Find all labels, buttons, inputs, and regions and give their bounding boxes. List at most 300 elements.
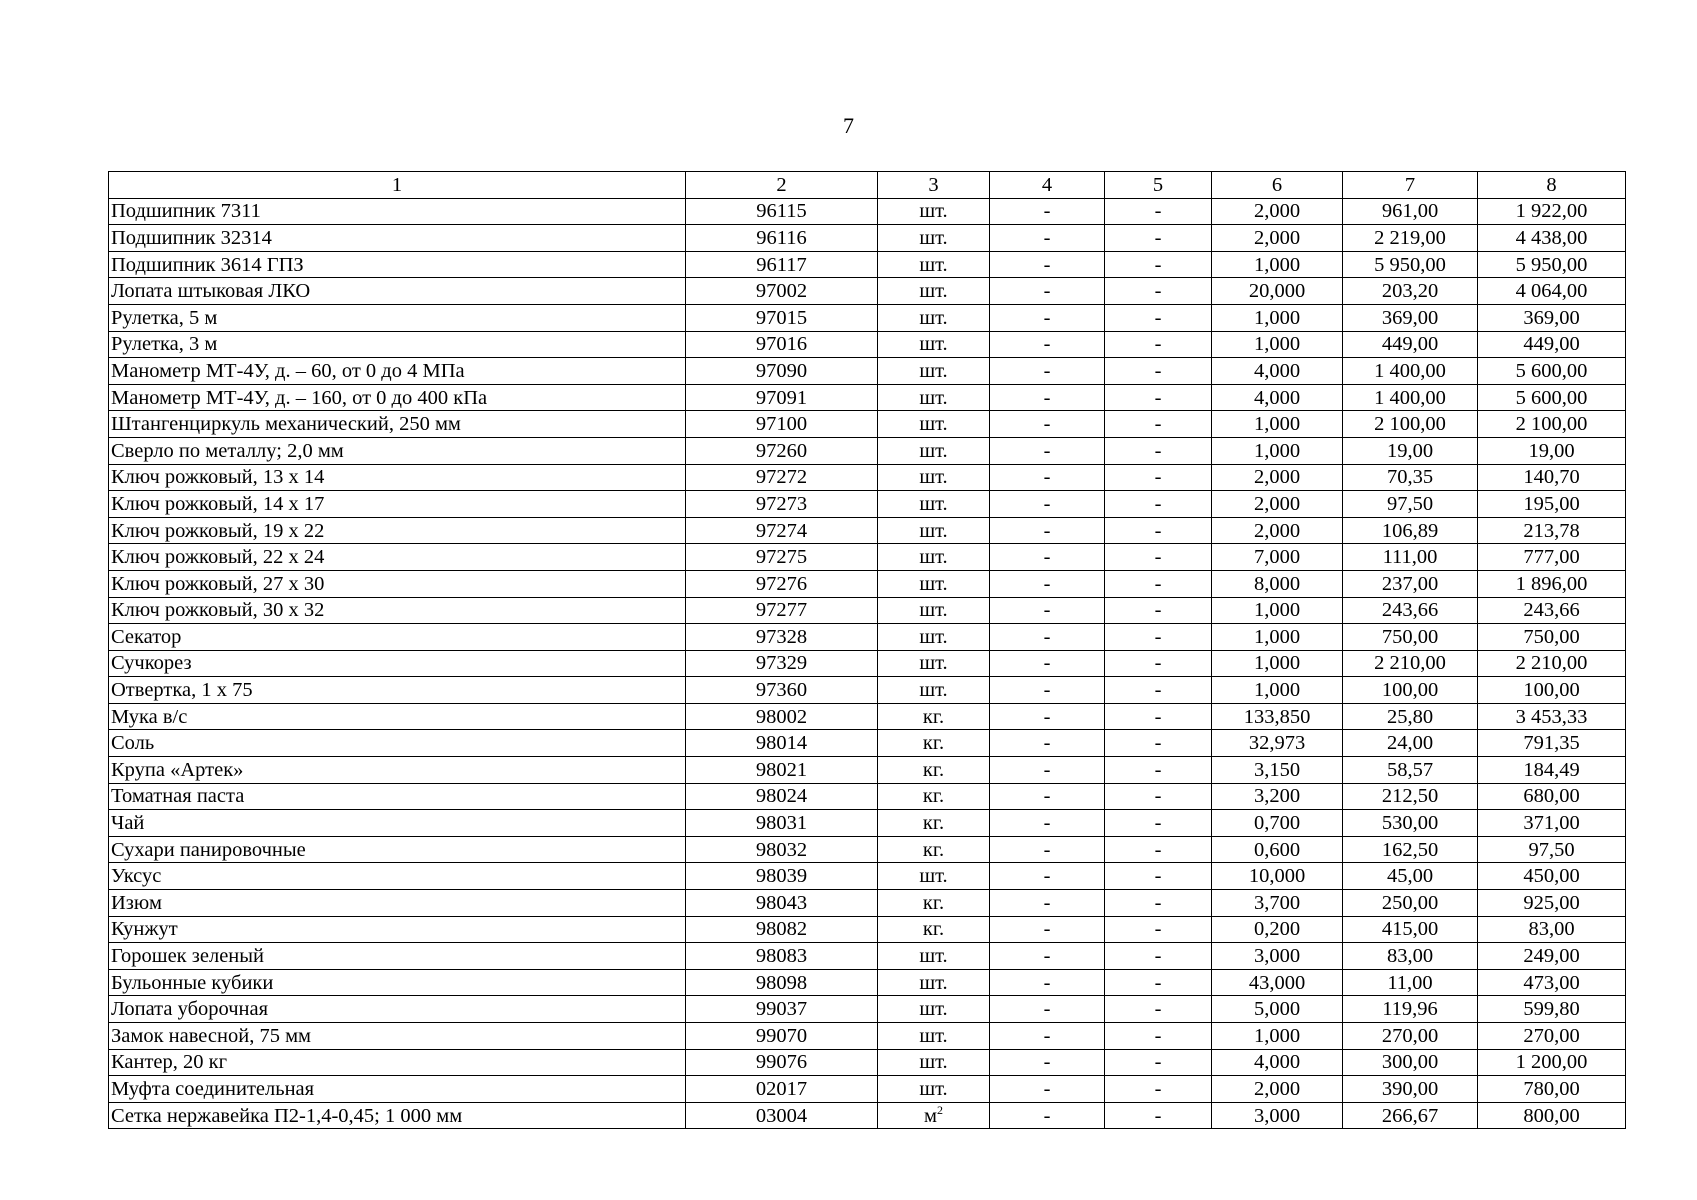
table-row bbox=[109, 198, 1626, 225]
total-cell: 680,00 bbox=[1478, 783, 1626, 810]
col4-cell: - bbox=[990, 1049, 1105, 1076]
code-cell: 02017 bbox=[686, 1076, 878, 1103]
unit-cell: кг. bbox=[878, 757, 990, 784]
quantity-cell: 32,973 bbox=[1212, 730, 1343, 757]
quantity-cell: 4,000 bbox=[1212, 384, 1343, 411]
price-cell: 300,00 bbox=[1343, 1049, 1478, 1076]
col5-cell: - bbox=[1105, 836, 1212, 863]
item-name-cell: Кантер, 20 кг bbox=[109, 1049, 686, 1076]
code-cell: 03004 bbox=[686, 1102, 878, 1129]
table-row bbox=[109, 783, 1626, 810]
quantity-cell: 3,700 bbox=[1212, 890, 1343, 917]
price-cell: 2 100,00 bbox=[1343, 411, 1478, 438]
unit-cell: шт. bbox=[878, 358, 990, 385]
unit-text: м bbox=[924, 1104, 937, 1127]
price-cell: 2 210,00 bbox=[1343, 650, 1478, 677]
table-row bbox=[109, 544, 1626, 571]
col4-cell: - bbox=[990, 251, 1105, 278]
quantity-cell: 1,000 bbox=[1212, 1023, 1343, 1050]
item-name-cell: Лопата штыковая ЛКО bbox=[109, 278, 686, 305]
quantity-cell: 2,000 bbox=[1212, 517, 1343, 544]
unit-cell: шт. bbox=[878, 1049, 990, 1076]
table-row bbox=[109, 650, 1626, 677]
total-cell: 473,00 bbox=[1478, 969, 1626, 996]
code-cell: 97260 bbox=[686, 437, 878, 464]
code-cell: 97277 bbox=[686, 597, 878, 624]
total-cell: 777,00 bbox=[1478, 544, 1626, 571]
item-name-cell: Горошек зеленый bbox=[109, 943, 686, 970]
unit-cell: шт. bbox=[878, 304, 990, 331]
table-row bbox=[109, 597, 1626, 624]
quantity-cell: 3,000 bbox=[1212, 1102, 1343, 1129]
table-row bbox=[109, 384, 1626, 411]
col5-cell: - bbox=[1105, 251, 1212, 278]
col4-cell: - bbox=[990, 916, 1105, 943]
total-cell: 97,50 bbox=[1478, 836, 1626, 863]
total-cell: 791,35 bbox=[1478, 730, 1626, 757]
col5-cell: - bbox=[1105, 544, 1212, 571]
col4-cell: - bbox=[990, 544, 1105, 571]
quantity-cell: 3,150 bbox=[1212, 757, 1343, 784]
code-cell: 98032 bbox=[686, 836, 878, 863]
col5-cell: - bbox=[1105, 278, 1212, 305]
quantity-cell: 1,000 bbox=[1212, 624, 1343, 651]
col4-cell: - bbox=[990, 703, 1105, 730]
price-cell: 106,89 bbox=[1343, 517, 1478, 544]
col4-cell: - bbox=[990, 1023, 1105, 1050]
table-row bbox=[109, 863, 1626, 890]
col4-cell: - bbox=[990, 624, 1105, 651]
quantity-cell: 1,000 bbox=[1212, 597, 1343, 624]
item-name-cell: Подшипник 3614 ГПЗ bbox=[109, 251, 686, 278]
col5-cell: - bbox=[1105, 437, 1212, 464]
quantity-cell: 2,000 bbox=[1212, 464, 1343, 491]
col4-cell: - bbox=[990, 304, 1105, 331]
column-header: 7 bbox=[1343, 172, 1478, 199]
total-cell: 1 922,00 bbox=[1478, 198, 1626, 225]
total-cell: 5 600,00 bbox=[1478, 358, 1626, 385]
unit-cell: шт. bbox=[878, 251, 990, 278]
col5-cell: - bbox=[1105, 996, 1212, 1023]
item-name-cell: Штангенциркуль механический, 250 мм bbox=[109, 411, 686, 438]
item-name-cell: Ключ рожковый, 19 х 22 bbox=[109, 517, 686, 544]
code-cell: 98014 bbox=[686, 730, 878, 757]
table-row bbox=[109, 464, 1626, 491]
col4-cell: - bbox=[990, 570, 1105, 597]
total-cell: 780,00 bbox=[1478, 1076, 1626, 1103]
table-row bbox=[109, 437, 1626, 464]
item-name-cell: Подшипник 7311 bbox=[109, 198, 686, 225]
item-name-cell: Ключ рожковый, 22 х 24 bbox=[109, 544, 686, 571]
col4-cell: - bbox=[990, 517, 1105, 544]
col5-cell: - bbox=[1105, 969, 1212, 996]
price-cell: 961,00 bbox=[1343, 198, 1478, 225]
table-row bbox=[109, 624, 1626, 651]
total-cell: 249,00 bbox=[1478, 943, 1626, 970]
quantity-cell: 1,000 bbox=[1212, 677, 1343, 704]
col4-cell: - bbox=[990, 384, 1105, 411]
item-name-cell: Соль bbox=[109, 730, 686, 757]
item-name-cell: Сухари панировочные bbox=[109, 836, 686, 863]
total-cell: 450,00 bbox=[1478, 863, 1626, 890]
col5-cell: - bbox=[1105, 624, 1212, 651]
unit-cell: шт. bbox=[878, 969, 990, 996]
table-row bbox=[109, 1023, 1626, 1050]
price-cell: 390,00 bbox=[1343, 1076, 1478, 1103]
page-number: 7 bbox=[843, 113, 854, 138]
total-cell: 140,70 bbox=[1478, 464, 1626, 491]
quantity-cell: 1,000 bbox=[1212, 650, 1343, 677]
total-cell: 100,00 bbox=[1478, 677, 1626, 704]
price-cell: 369,00 bbox=[1343, 304, 1478, 331]
total-cell: 925,00 bbox=[1478, 890, 1626, 917]
total-cell: 2 210,00 bbox=[1478, 650, 1626, 677]
item-name-cell: Сетка нержавейка П2-1,4-0,45; 1 000 мм bbox=[109, 1102, 686, 1129]
column-header: 5 bbox=[1105, 172, 1212, 199]
col4-cell: - bbox=[990, 1102, 1105, 1129]
code-cell: 98083 bbox=[686, 943, 878, 970]
quantity-cell: 3,200 bbox=[1212, 783, 1343, 810]
price-cell: 24,00 bbox=[1343, 730, 1478, 757]
quantity-cell: 0,200 bbox=[1212, 916, 1343, 943]
price-cell: 203,20 bbox=[1343, 278, 1478, 305]
table-row bbox=[109, 810, 1626, 837]
col5-cell: - bbox=[1105, 198, 1212, 225]
total-cell: 1 200,00 bbox=[1478, 1049, 1626, 1076]
unit-cell: шт. bbox=[878, 1023, 990, 1050]
code-cell: 98098 bbox=[686, 969, 878, 996]
quantity-cell: 2,000 bbox=[1212, 491, 1343, 518]
quantity-cell: 20,000 bbox=[1212, 278, 1343, 305]
unit-cell: шт. bbox=[878, 570, 990, 597]
price-cell: 11,00 bbox=[1343, 969, 1478, 996]
unit-cell: шт. bbox=[878, 278, 990, 305]
price-cell: 212,50 bbox=[1343, 783, 1478, 810]
unit-cell: шт. bbox=[878, 437, 990, 464]
item-name-cell: Изюм bbox=[109, 890, 686, 917]
price-cell: 19,00 bbox=[1343, 437, 1478, 464]
unit-cell: шт. bbox=[878, 544, 990, 571]
table-row bbox=[109, 996, 1626, 1023]
unit-cell: шт. bbox=[878, 597, 990, 624]
code-cell: 97100 bbox=[686, 411, 878, 438]
col4-cell: - bbox=[990, 969, 1105, 996]
unit-cell: шт. bbox=[878, 517, 990, 544]
code-cell: 97015 bbox=[686, 304, 878, 331]
unit-cell: шт. bbox=[878, 384, 990, 411]
total-cell: 5 600,00 bbox=[1478, 384, 1626, 411]
item-name-cell: Сверло по металлу; 2,0 мм bbox=[109, 437, 686, 464]
code-cell: 97091 bbox=[686, 384, 878, 411]
item-name-cell: Замок навесной, 75 мм bbox=[109, 1023, 686, 1050]
price-cell: 45,00 bbox=[1343, 863, 1478, 890]
unit-cell: шт. bbox=[878, 943, 990, 970]
code-cell: 96115 bbox=[686, 198, 878, 225]
unit-cell: шт. bbox=[878, 331, 990, 358]
code-cell: 97276 bbox=[686, 570, 878, 597]
column-header: 2 bbox=[686, 172, 878, 199]
table-body bbox=[109, 198, 1626, 1129]
column-header: 1 bbox=[109, 172, 686, 199]
quantity-cell: 43,000 bbox=[1212, 969, 1343, 996]
table-row bbox=[109, 969, 1626, 996]
col4-cell: - bbox=[990, 863, 1105, 890]
price-cell: 266,67 bbox=[1343, 1102, 1478, 1129]
col5-cell: - bbox=[1105, 943, 1212, 970]
col4-cell: - bbox=[990, 331, 1105, 358]
col5-cell: - bbox=[1105, 570, 1212, 597]
unit-cell: шт. bbox=[878, 677, 990, 704]
col4-cell: - bbox=[990, 491, 1105, 518]
col5-cell: - bbox=[1105, 358, 1212, 385]
price-cell: 415,00 bbox=[1343, 916, 1478, 943]
quantity-cell: 1,000 bbox=[1212, 411, 1343, 438]
unit-cell: кг. bbox=[878, 703, 990, 730]
code-cell: 97274 bbox=[686, 517, 878, 544]
col4-cell: - bbox=[990, 836, 1105, 863]
unit-cell: кг. bbox=[878, 783, 990, 810]
col5-cell: - bbox=[1105, 810, 1212, 837]
quantity-cell: 4,000 bbox=[1212, 358, 1343, 385]
item-name-cell: Уксус bbox=[109, 863, 686, 890]
item-name-cell: Крупа «Артек» bbox=[109, 757, 686, 784]
total-cell: 3 453,33 bbox=[1478, 703, 1626, 730]
item-name-cell: Манометр МТ-4У, д. – 60, от 0 до 4 МПа bbox=[109, 358, 686, 385]
table-row bbox=[109, 570, 1626, 597]
col4-cell: - bbox=[990, 225, 1105, 252]
col4-cell: - bbox=[990, 1076, 1105, 1103]
table-row bbox=[109, 757, 1626, 784]
table-row bbox=[109, 836, 1626, 863]
item-name-cell: Подшипник 32314 bbox=[109, 225, 686, 252]
col5-cell: - bbox=[1105, 411, 1212, 438]
table-row bbox=[109, 1076, 1626, 1103]
item-name-cell: Чай bbox=[109, 810, 686, 837]
total-cell: 5 950,00 bbox=[1478, 251, 1626, 278]
total-cell: 800,00 bbox=[1478, 1102, 1626, 1129]
code-cell: 97002 bbox=[686, 278, 878, 305]
unit-cell: шт. bbox=[878, 996, 990, 1023]
item-name-cell: Мука в/с bbox=[109, 703, 686, 730]
col4-cell: - bbox=[990, 650, 1105, 677]
unit-cell: шт. bbox=[878, 198, 990, 225]
code-cell: 97329 bbox=[686, 650, 878, 677]
table-row bbox=[109, 730, 1626, 757]
col4-cell: - bbox=[990, 437, 1105, 464]
price-cell: 1 400,00 bbox=[1343, 384, 1478, 411]
price-cell: 162,50 bbox=[1343, 836, 1478, 863]
code-cell: 99070 bbox=[686, 1023, 878, 1050]
column-header: 8 bbox=[1478, 172, 1626, 199]
price-cell: 2 219,00 bbox=[1343, 225, 1478, 252]
col5-cell: - bbox=[1105, 703, 1212, 730]
unit-cell: шт. bbox=[878, 464, 990, 491]
code-cell: 96116 bbox=[686, 225, 878, 252]
total-cell: 19,00 bbox=[1478, 437, 1626, 464]
total-cell: 4 438,00 bbox=[1478, 225, 1626, 252]
table-row bbox=[109, 517, 1626, 544]
unit-cell: кг. bbox=[878, 890, 990, 917]
col4-cell: - bbox=[990, 757, 1105, 784]
header-row bbox=[109, 172, 1626, 199]
quantity-cell: 133,850 bbox=[1212, 703, 1343, 730]
total-cell: 270,00 bbox=[1478, 1023, 1626, 1050]
quantity-cell: 3,000 bbox=[1212, 943, 1343, 970]
item-name-cell: Секатор bbox=[109, 624, 686, 651]
table-row bbox=[109, 304, 1626, 331]
total-cell: 449,00 bbox=[1478, 331, 1626, 358]
price-cell: 237,00 bbox=[1343, 570, 1478, 597]
col5-cell: - bbox=[1105, 597, 1212, 624]
total-cell: 243,66 bbox=[1478, 597, 1626, 624]
col4-cell: - bbox=[990, 677, 1105, 704]
item-name-cell: Сучкорез bbox=[109, 650, 686, 677]
code-cell: 97090 bbox=[686, 358, 878, 385]
table-row bbox=[109, 916, 1626, 943]
code-cell: 98031 bbox=[686, 810, 878, 837]
col5-cell: - bbox=[1105, 677, 1212, 704]
table-row bbox=[109, 1049, 1626, 1076]
item-name-cell: Рулетка, 3 м bbox=[109, 331, 686, 358]
col5-cell: - bbox=[1105, 1076, 1212, 1103]
table-row bbox=[109, 677, 1626, 704]
unit-superscript: 2 bbox=[936, 1102, 943, 1117]
col5-cell: - bbox=[1105, 783, 1212, 810]
col4-cell: - bbox=[990, 358, 1105, 385]
col5-cell: - bbox=[1105, 1023, 1212, 1050]
quantity-cell: 0,600 bbox=[1212, 836, 1343, 863]
col4-cell: - bbox=[990, 464, 1105, 491]
quantity-cell: 2,000 bbox=[1212, 1076, 1343, 1103]
code-cell: 98021 bbox=[686, 757, 878, 784]
total-cell: 2 100,00 bbox=[1478, 411, 1626, 438]
unit-cell: кг. bbox=[878, 836, 990, 863]
price-cell: 70,35 bbox=[1343, 464, 1478, 491]
total-cell: 213,78 bbox=[1478, 517, 1626, 544]
code-cell: 98043 bbox=[686, 890, 878, 917]
col5-cell: - bbox=[1105, 1102, 1212, 1129]
unit-cell: шт. bbox=[878, 650, 990, 677]
quantity-cell: 1,000 bbox=[1212, 304, 1343, 331]
unit-cell: кг. bbox=[878, 730, 990, 757]
column-header: 3 bbox=[878, 172, 990, 199]
code-cell: 99076 bbox=[686, 1049, 878, 1076]
price-cell: 119,96 bbox=[1343, 996, 1478, 1023]
col4-cell: - bbox=[990, 783, 1105, 810]
quantity-cell: 1,000 bbox=[1212, 331, 1343, 358]
col5-cell: - bbox=[1105, 464, 1212, 491]
col5-cell: - bbox=[1105, 916, 1212, 943]
table-row bbox=[109, 1102, 1626, 1129]
col5-cell: - bbox=[1105, 730, 1212, 757]
item-name-cell: Лопата уборочная bbox=[109, 996, 686, 1023]
unit-cell: шт. bbox=[878, 1076, 990, 1103]
unit-cell: шт. bbox=[878, 225, 990, 252]
item-name-cell: Ключ рожковый, 13 х 14 bbox=[109, 464, 686, 491]
code-cell: 97328 bbox=[686, 624, 878, 651]
code-cell: 98039 bbox=[686, 863, 878, 890]
code-cell: 97016 bbox=[686, 331, 878, 358]
col5-cell: - bbox=[1105, 304, 1212, 331]
price-cell: 243,66 bbox=[1343, 597, 1478, 624]
price-cell: 5 950,00 bbox=[1343, 251, 1478, 278]
code-cell: 97273 bbox=[686, 491, 878, 518]
quantity-cell: 2,000 bbox=[1212, 225, 1343, 252]
code-cell: 99037 bbox=[686, 996, 878, 1023]
col5-cell: - bbox=[1105, 384, 1212, 411]
price-cell: 530,00 bbox=[1343, 810, 1478, 837]
item-name-cell: Муфта соединительная bbox=[109, 1076, 686, 1103]
col4-cell: - bbox=[990, 943, 1105, 970]
price-cell: 83,00 bbox=[1343, 943, 1478, 970]
table-row bbox=[109, 278, 1626, 305]
item-name-cell: Отвертка, 1 х 75 bbox=[109, 677, 686, 704]
table-row bbox=[109, 703, 1626, 730]
table-row bbox=[109, 225, 1626, 252]
item-name-cell: Ключ рожковый, 14 х 17 bbox=[109, 491, 686, 518]
item-name-cell: Томатная паста bbox=[109, 783, 686, 810]
quantity-cell: 4,000 bbox=[1212, 1049, 1343, 1076]
code-cell: 98002 bbox=[686, 703, 878, 730]
unit-cell: шт. bbox=[878, 491, 990, 518]
col4-cell: - bbox=[990, 411, 1105, 438]
code-cell: 98082 bbox=[686, 916, 878, 943]
quantity-cell: 10,000 bbox=[1212, 863, 1343, 890]
unit-cell: шт. bbox=[878, 863, 990, 890]
col4-cell: - bbox=[990, 730, 1105, 757]
col4-cell: - bbox=[990, 597, 1105, 624]
item-name-cell: Рулетка, 5 м bbox=[109, 304, 686, 331]
total-cell: 369,00 bbox=[1478, 304, 1626, 331]
unit-cell: шт. bbox=[878, 411, 990, 438]
code-cell: 97275 bbox=[686, 544, 878, 571]
item-name-cell: Ключ рожковый, 30 х 32 bbox=[109, 597, 686, 624]
col4-cell: - bbox=[990, 890, 1105, 917]
col5-cell: - bbox=[1105, 331, 1212, 358]
quantity-cell: 7,000 bbox=[1212, 544, 1343, 571]
unit-cell: кг. bbox=[878, 916, 990, 943]
col5-cell: - bbox=[1105, 890, 1212, 917]
total-cell: 371,00 bbox=[1478, 810, 1626, 837]
code-cell: 98024 bbox=[686, 783, 878, 810]
col4-cell: - bbox=[990, 278, 1105, 305]
col4-cell: - bbox=[990, 996, 1105, 1023]
code-cell: 97360 bbox=[686, 677, 878, 704]
price-cell: 97,50 bbox=[1343, 491, 1478, 518]
col5-cell: - bbox=[1105, 517, 1212, 544]
price-cell: 270,00 bbox=[1343, 1023, 1478, 1050]
item-name-cell: Ключ рожковый, 27 х 30 bbox=[109, 570, 686, 597]
total-cell: 750,00 bbox=[1478, 624, 1626, 651]
total-cell: 599,80 bbox=[1478, 996, 1626, 1023]
quantity-cell: 1,000 bbox=[1212, 251, 1343, 278]
table-row bbox=[109, 943, 1626, 970]
code-cell: 97272 bbox=[686, 464, 878, 491]
total-cell: 4 064,00 bbox=[1478, 278, 1626, 305]
quantity-cell: 8,000 bbox=[1212, 570, 1343, 597]
price-cell: 111,00 bbox=[1343, 544, 1478, 571]
quantity-cell: 2,000 bbox=[1212, 198, 1343, 225]
price-cell: 449,00 bbox=[1343, 331, 1478, 358]
quantity-cell: 1,000 bbox=[1212, 437, 1343, 464]
col5-cell: - bbox=[1105, 491, 1212, 518]
code-cell: 96117 bbox=[686, 251, 878, 278]
total-cell: 83,00 bbox=[1478, 916, 1626, 943]
col5-cell: - bbox=[1105, 225, 1212, 252]
table-row bbox=[109, 890, 1626, 917]
table-row bbox=[109, 491, 1626, 518]
quantity-cell: 5,000 bbox=[1212, 996, 1343, 1023]
